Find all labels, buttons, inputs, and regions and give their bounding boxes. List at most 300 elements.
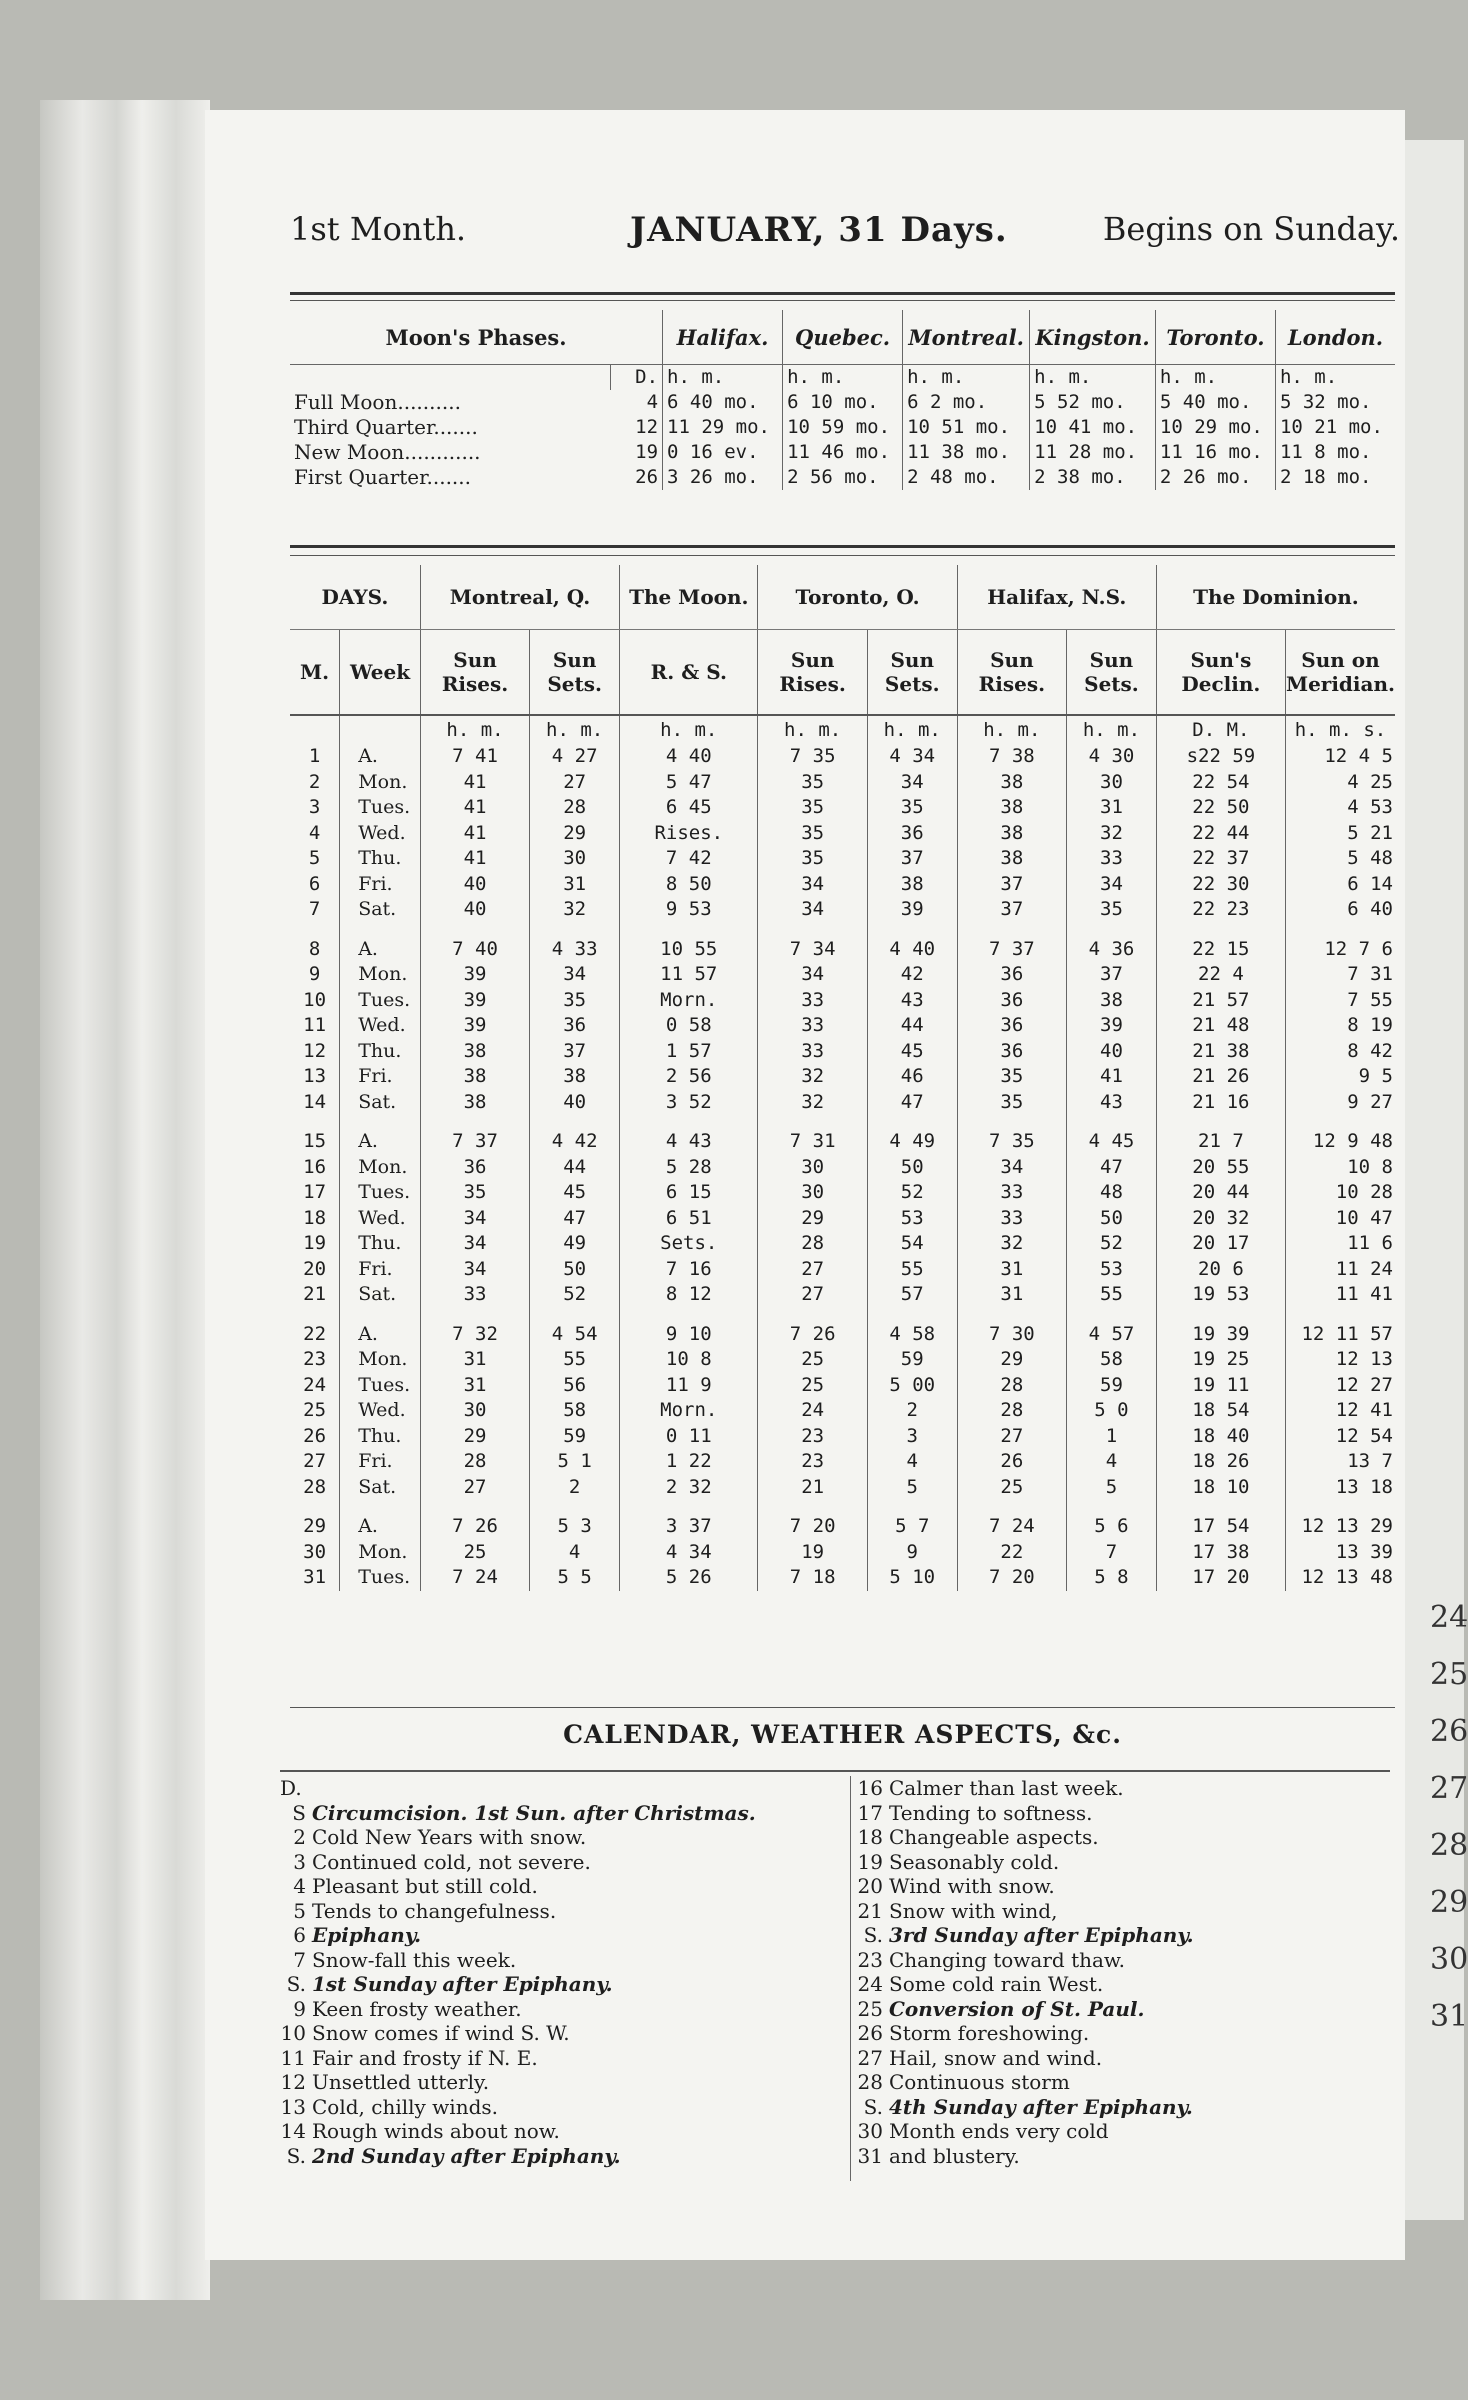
day-cell: 39 xyxy=(420,1013,529,1039)
day-cell: 37 xyxy=(867,846,957,872)
day-cell: 41 xyxy=(420,821,529,847)
day-cell: A. xyxy=(340,1500,421,1540)
calendar-day: 4 xyxy=(293,1874,306,1898)
day-row xyxy=(290,1180,1395,1206)
calendar-entry xyxy=(280,1825,830,1850)
calendar-day: 6 xyxy=(293,1923,306,1947)
day-cell: 38 xyxy=(420,1090,529,1116)
calendar-day: 5 xyxy=(293,1898,306,1923)
day-cell: 30 xyxy=(530,846,620,872)
day-cell: 9 10 xyxy=(620,1308,758,1348)
day-cell: 4 33 xyxy=(530,923,620,963)
day-cell: 28 xyxy=(957,1373,1066,1399)
calendar-day: 25 xyxy=(857,1996,883,2021)
day-cell: 44 xyxy=(867,1013,957,1039)
calendar-entry xyxy=(857,1825,1407,1850)
day-cell: 7 32 xyxy=(420,1308,529,1348)
phase-time: 2 38 mo. xyxy=(1030,465,1156,490)
day-cell: 39 xyxy=(867,897,957,923)
day-cell: 25 xyxy=(957,1475,1066,1501)
day-cell: 40 xyxy=(530,1090,620,1116)
city-london: London. xyxy=(1275,310,1395,365)
day-cell: 38 xyxy=(1067,988,1157,1014)
calendar-entry xyxy=(280,1874,830,1899)
day-cell: 10 8 xyxy=(1347,1155,1393,1178)
day-cell: 27 xyxy=(758,1257,867,1283)
calendar-entry xyxy=(280,1899,830,1924)
day-cell: 52 xyxy=(1067,1231,1157,1257)
day-cell: Mon. xyxy=(340,770,421,796)
calendar-entry xyxy=(280,2144,830,2169)
day-cell: 5 8 xyxy=(1067,1565,1157,1591)
day-cell: 5 xyxy=(867,1475,957,1501)
day-cell: 4 57 xyxy=(1067,1308,1157,1348)
day-cell: 5 6 xyxy=(1067,1500,1157,1540)
calendar-day: 30 xyxy=(857,2119,883,2143)
day-cell: 55 xyxy=(530,1347,620,1373)
calendar-day: 26 xyxy=(857,2021,883,2045)
day-cell: 41 xyxy=(420,795,529,821)
facing-page-number: 26 xyxy=(1430,1714,1468,1749)
day-cell: 6 14 xyxy=(1347,872,1393,895)
day-cell: 23 xyxy=(290,1347,340,1373)
day-row xyxy=(290,1424,1395,1450)
phase-time: 2 18 mo. xyxy=(1279,466,1372,488)
day-cell: 13 xyxy=(290,1064,340,1090)
day-cell: 2 56 xyxy=(620,1064,758,1090)
calendar-note: Changing toward thaw. xyxy=(889,1947,1126,1972)
day-cell: 21 48 xyxy=(1156,1013,1285,1039)
phase-name: First Quarter....... xyxy=(294,465,471,489)
day-cell: 6 15 xyxy=(620,1180,758,1206)
day-cell: 24 xyxy=(290,1373,340,1399)
day-cell: Sat. xyxy=(340,1282,421,1308)
calendar-entry xyxy=(857,1899,1407,1924)
calendar-day: S xyxy=(292,1800,306,1825)
facing-page-number: 28 xyxy=(1430,1828,1468,1863)
calendar-note: Month ends very cold xyxy=(889,2119,1109,2143)
calendar-note: Snow with wind, xyxy=(889,1898,1058,1923)
day-cell: 9 5 xyxy=(1358,1065,1393,1087)
day-row xyxy=(290,1257,1395,1283)
day-cell: 9 27 xyxy=(1347,1090,1393,1113)
day-cell: 22 15 xyxy=(1156,923,1285,963)
day-cell: Thu. xyxy=(340,846,421,872)
calendar-note: Snow-fall this week. xyxy=(312,1947,517,1972)
day-cell: 28 xyxy=(290,1475,340,1501)
day-cell: 19 xyxy=(758,1540,867,1566)
unit-label xyxy=(340,715,421,744)
phase-time: 11 16 mo. xyxy=(1155,440,1275,465)
day-cell: 7 42 xyxy=(620,846,758,872)
moon-phases-table xyxy=(290,310,1395,490)
day-cell: Morn. xyxy=(620,988,758,1014)
calendar-note: and blustery. xyxy=(889,2143,1020,2168)
day-cell: 34 xyxy=(758,872,867,898)
day-cell: 32 xyxy=(758,1090,867,1116)
day-row xyxy=(290,1540,1395,1566)
moon-phase-row xyxy=(290,440,1395,465)
calendar-entry xyxy=(280,2070,830,2095)
day-cell: 40 xyxy=(420,872,529,898)
day-cell: 11 9 xyxy=(620,1373,758,1399)
day-cell: 38 xyxy=(957,821,1066,847)
day-cell: 20 44 xyxy=(1156,1180,1285,1206)
calendar-day: 21 xyxy=(857,1898,883,1923)
day-cell: 22 44 xyxy=(1156,821,1285,847)
calendar-note: Changeable aspects. xyxy=(889,1825,1099,1849)
day-cell: 49 xyxy=(530,1231,620,1257)
day-row xyxy=(290,1475,1395,1501)
day-cell: 21 57 xyxy=(1156,988,1285,1014)
day-cell: Rises. xyxy=(620,821,758,847)
calendar-note: Continuous storm xyxy=(889,2070,1070,2094)
phase-time: 5 52 mo. xyxy=(1030,390,1156,415)
calendar-day: 10 xyxy=(280,2021,306,2045)
calendar-title: CALENDAR, WEATHER ASPECTS, &c. xyxy=(563,1720,1122,1749)
calendar-note: Conversion of St. Paul. xyxy=(889,1996,1145,2021)
calendar-day: 20 xyxy=(857,1874,883,1898)
day-cell: 5 47 xyxy=(620,770,758,796)
day-cell: 18 10 xyxy=(1156,1475,1285,1501)
calendar-day: 28 xyxy=(857,2070,883,2094)
calendar-day: 13 xyxy=(280,2094,306,2119)
phase-time: 2 26 mo. xyxy=(1155,465,1275,490)
day-cell: 4 30 xyxy=(1067,744,1157,770)
day-cell: 1 xyxy=(290,744,340,770)
day-cell: Wed. xyxy=(340,1398,421,1424)
day-cell: 4 43 xyxy=(620,1115,758,1155)
phase-name: Third Quarter....... xyxy=(294,415,478,439)
begins-on: Begins on Sunday. xyxy=(1102,210,1400,248)
day-cell: A. xyxy=(340,744,421,770)
day-cell: 36 xyxy=(957,1039,1066,1065)
calendar-day: 17 xyxy=(857,1800,883,1825)
day-cell: 33 xyxy=(758,988,867,1014)
day-cell: 21 xyxy=(290,1282,340,1308)
day-cell: 4 xyxy=(530,1540,620,1566)
phase-time: 2 56 mo. xyxy=(783,465,903,490)
day-cell: 37 xyxy=(957,897,1066,923)
calendar-entry xyxy=(280,2046,830,2071)
unit-label: D. M. xyxy=(1156,715,1285,744)
calendar-entry xyxy=(280,1801,830,1826)
day-cell: 36 xyxy=(530,1013,620,1039)
day-cell: 5 7 xyxy=(867,1500,957,1540)
calendar-note: Continued cold, not severe. xyxy=(312,1849,591,1874)
calendar-note: Rough winds about now. xyxy=(312,2119,560,2143)
day-cell: 40 xyxy=(420,897,529,923)
day-cell: 37 xyxy=(530,1039,620,1065)
day-cell: Tues. xyxy=(340,1180,421,1206)
phase-day: 4 xyxy=(610,390,662,415)
calendar-entry xyxy=(857,2119,1407,2144)
day-cell: 7 35 xyxy=(957,1115,1066,1155)
day-cell: 36 xyxy=(420,1155,529,1181)
calendar-note: Some cold rain West. xyxy=(889,1972,1104,1996)
calendar-weather-aspects xyxy=(280,1770,1390,2168)
day-cell: 48 xyxy=(1067,1180,1157,1206)
unit-label: h. m. xyxy=(1067,715,1157,744)
day-cell: 6 45 xyxy=(620,795,758,821)
day-cell: 28 xyxy=(758,1231,867,1257)
day-cell: 4 xyxy=(867,1449,957,1475)
day-cell: 3 52 xyxy=(620,1090,758,1116)
calendar-note: Storm foreshowing. xyxy=(889,2021,1090,2045)
calendar-note: Cold New Years with snow. xyxy=(312,1825,587,1849)
calendar-entry xyxy=(280,1997,830,2022)
day-cell: Sat. xyxy=(340,1090,421,1116)
unit-label: h. m. s. xyxy=(1294,719,1387,741)
day-cell: 4 xyxy=(290,821,340,847)
day-cell: 19 25 xyxy=(1156,1347,1285,1373)
day-cell: 54 xyxy=(867,1231,957,1257)
day-cell: Thu. xyxy=(340,1424,421,1450)
calendar-entry xyxy=(280,2119,830,2144)
day-cell: 7 18 xyxy=(758,1565,867,1591)
phase-time: 5 32 mo. xyxy=(1279,391,1372,413)
calendar-note: Circumcision. 1st Sun. after Christmas. xyxy=(312,1800,756,1825)
day-cell: 36 xyxy=(957,1013,1066,1039)
day-cell: 7 30 xyxy=(957,1308,1066,1348)
day-cell: 2 32 xyxy=(620,1475,758,1501)
day-cell: 5 3 xyxy=(530,1500,620,1540)
column-header: R. & S. xyxy=(620,630,758,716)
day-cell: 1 xyxy=(1067,1424,1157,1450)
day-cell: Wed. xyxy=(340,1013,421,1039)
day-row xyxy=(290,1398,1395,1424)
calendar-entry xyxy=(857,1850,1407,1875)
day-row xyxy=(290,1308,1395,1348)
day-cell: 13 39 xyxy=(1335,1540,1393,1563)
day-cell: 20 xyxy=(290,1257,340,1283)
phase-time: 0 16 ev. xyxy=(663,440,783,465)
page-title: JANUARY, 31 Days. xyxy=(630,210,1008,250)
day-cell: 3 xyxy=(290,795,340,821)
calendar-day: 3 xyxy=(293,1849,306,1874)
day-cell: Thu. xyxy=(340,1231,421,1257)
day-cell: 12 54 xyxy=(1335,1424,1393,1447)
day-cell: 12 xyxy=(290,1039,340,1065)
day-cell: 22 23 xyxy=(1156,897,1285,923)
day-cell: Fri. xyxy=(340,1449,421,1475)
unit-hm: h. m. xyxy=(783,365,903,391)
day-cell: 7 40 xyxy=(420,923,529,963)
day-cell: 7 37 xyxy=(420,1115,529,1155)
group-halifax: Halifax, N.S. xyxy=(957,565,1156,630)
moon-phase-row xyxy=(290,415,1395,440)
calendar-day: 19 xyxy=(857,1849,883,1874)
day-cell: 28 xyxy=(530,795,620,821)
day-row xyxy=(290,872,1395,898)
day-cell: 35 xyxy=(530,988,620,1014)
day-cell: 20 6 xyxy=(1156,1257,1285,1283)
day-row xyxy=(290,1206,1395,1232)
book-page-edges xyxy=(40,100,210,2300)
day-cell: 34 xyxy=(420,1231,529,1257)
day-cell: 31 xyxy=(420,1347,529,1373)
day-cell: 12 9 48 xyxy=(1312,1130,1393,1152)
calendar-day: S. xyxy=(286,2143,306,2168)
day-cell: 8 50 xyxy=(620,872,758,898)
day-cell: 59 xyxy=(1067,1373,1157,1399)
day-cell: 10 8 xyxy=(620,1347,758,1373)
calendar-entry xyxy=(857,1776,1407,1801)
day-cell: 47 xyxy=(530,1206,620,1232)
day-cell: 5 21 xyxy=(1347,821,1393,844)
day-row xyxy=(290,1347,1395,1373)
day-cell: 12 11 57 xyxy=(1301,1322,1393,1345)
day-cell: 37 xyxy=(957,872,1066,898)
moons-rule xyxy=(290,545,1395,548)
day-cell: 7 20 xyxy=(957,1565,1066,1591)
column-header: Sun Rises. xyxy=(758,630,867,716)
day-cell: 38 xyxy=(867,872,957,898)
phase-day: 19 xyxy=(610,440,662,465)
moon-phase-row xyxy=(290,390,1395,415)
day-cell: 7 16 xyxy=(620,1257,758,1283)
day-cell: 28 xyxy=(957,1398,1066,1424)
day-cell: 4 25 xyxy=(1347,770,1393,793)
group-montreal: Montreal, Q. xyxy=(420,565,619,630)
day-cell: 0 11 xyxy=(620,1424,758,1450)
calendar-entry xyxy=(857,1972,1407,1997)
calendar-note: Wind with snow. xyxy=(889,1874,1055,1898)
day-cell: 33 xyxy=(1067,846,1157,872)
phase-time: 10 21 mo. xyxy=(1279,416,1383,438)
day-cell: 7 34 xyxy=(758,923,867,963)
calendar-head: D. xyxy=(280,1776,302,1800)
day-cell: Morn. xyxy=(620,1398,758,1424)
day-cell: 10 28 xyxy=(1335,1181,1393,1203)
day-cell: 43 xyxy=(1067,1090,1157,1116)
day-cell: 6 xyxy=(290,872,340,898)
day-cell: Wed. xyxy=(340,1206,421,1232)
city-montreal: Montreal. xyxy=(903,310,1030,365)
day-cell: 22 54 xyxy=(1156,770,1285,796)
day-cell: 34 xyxy=(758,962,867,988)
day-cell: 31 xyxy=(957,1257,1066,1283)
moon-phases-title: Moon's Phases. xyxy=(290,310,663,365)
day-cell: 5 xyxy=(290,846,340,872)
unit-label: h. m. xyxy=(620,715,758,744)
calendar-note: Snow comes if wind S. W. xyxy=(312,2021,570,2045)
calendar-day: 23 xyxy=(857,1947,883,1972)
unit-hm: h. m. xyxy=(1155,365,1275,391)
day-cell: 25 xyxy=(758,1373,867,1399)
calendar-entry xyxy=(280,1923,830,1948)
day-cell: 22 xyxy=(290,1308,340,1348)
day-cell: 44 xyxy=(530,1155,620,1181)
calendar-entry xyxy=(280,1948,830,1973)
day-cell: Mon. xyxy=(340,1540,421,1566)
day-cell: 50 xyxy=(530,1257,620,1283)
day-cell: Tues. xyxy=(340,795,421,821)
calendar-note: Keen frosty weather. xyxy=(312,1996,522,2021)
day-cell: 38 xyxy=(957,795,1066,821)
day-cell: 21 26 xyxy=(1156,1064,1285,1090)
calendar-entry xyxy=(857,2070,1407,2095)
day-cell: 4 42 xyxy=(530,1115,620,1155)
calendar-note: Epiphany. xyxy=(312,1923,422,1947)
calendar-note: Unsettled utterly. xyxy=(312,2070,490,2094)
day-cell: 17 20 xyxy=(1156,1565,1285,1591)
phase-day: 26 xyxy=(610,465,662,490)
day-cell: 5 28 xyxy=(620,1155,758,1181)
day-cell: 21 16 xyxy=(1156,1090,1285,1116)
day-cell: 29 xyxy=(420,1424,529,1450)
facing-page-number: 27 xyxy=(1430,1771,1468,1806)
day-cell: 36 xyxy=(957,988,1066,1014)
day-cell: 17 xyxy=(290,1180,340,1206)
day-cell: 31 xyxy=(290,1565,340,1591)
calendar-note: Cold, chilly winds. xyxy=(312,2094,499,2119)
day-cell: 26 xyxy=(290,1424,340,1450)
day-cell: 38 xyxy=(957,846,1066,872)
day-cell: 0 58 xyxy=(620,1013,758,1039)
day-cell: 7 26 xyxy=(420,1500,529,1540)
daily-table xyxy=(290,565,1395,1591)
group-moon: The Moon. xyxy=(620,565,758,630)
day-cell: Fri. xyxy=(340,1064,421,1090)
day-cell: 33 xyxy=(957,1206,1066,1232)
day-cell: 31 xyxy=(1067,795,1157,821)
day-cell: 22 xyxy=(957,1540,1066,1566)
day-cell: 20 32 xyxy=(1156,1206,1285,1232)
day-cell: 55 xyxy=(867,1257,957,1283)
day-cell: 27 xyxy=(290,1449,340,1475)
day-cell: 9 xyxy=(867,1540,957,1566)
day-cell: 15 xyxy=(290,1115,340,1155)
phase-time: 11 8 mo. xyxy=(1279,441,1372,463)
day-cell: 7 55 xyxy=(1347,988,1393,1011)
day-row xyxy=(290,1013,1395,1039)
day-cell: 34 xyxy=(758,897,867,923)
day-cell: 1 22 xyxy=(620,1449,758,1475)
day-row xyxy=(290,923,1395,963)
calendar-entry xyxy=(280,1972,830,1997)
phase-time: 11 38 mo. xyxy=(903,440,1030,465)
calendar-day: 12 xyxy=(280,2070,306,2094)
day-cell: 16 xyxy=(290,1155,340,1181)
phase-name: Full Moon.......... xyxy=(294,390,461,414)
day-cell: 35 xyxy=(758,846,867,872)
day-cell: 39 xyxy=(420,988,529,1014)
unit-d: D. xyxy=(610,365,662,391)
day-cell: 25 xyxy=(420,1540,529,1566)
day-cell: 46 xyxy=(867,1064,957,1090)
day-cell: 4 27 xyxy=(530,744,620,770)
day-cell: 57 xyxy=(867,1282,957,1308)
day-cell: 30 xyxy=(758,1180,867,1206)
day-cell: Wed. xyxy=(340,821,421,847)
day-cell: 4 54 xyxy=(530,1308,620,1348)
phase-time: 6 10 mo. xyxy=(783,390,903,415)
day-cell: 59 xyxy=(530,1424,620,1450)
day-cell: 59 xyxy=(867,1347,957,1373)
calendar-entry xyxy=(857,2095,1407,2120)
day-cell: 10 47 xyxy=(1335,1206,1393,1229)
day-cell: 32 xyxy=(957,1231,1066,1257)
day-row xyxy=(290,821,1395,847)
phase-day: 12 xyxy=(610,415,662,440)
day-cell: 5 xyxy=(1067,1475,1157,1501)
day-cell: 22 50 xyxy=(1156,795,1285,821)
day-cell: Fri. xyxy=(340,1257,421,1283)
day-cell: 7 31 xyxy=(1347,963,1393,985)
unit-hm: h. m. xyxy=(663,365,783,391)
calendar-entry xyxy=(857,1874,1407,1899)
